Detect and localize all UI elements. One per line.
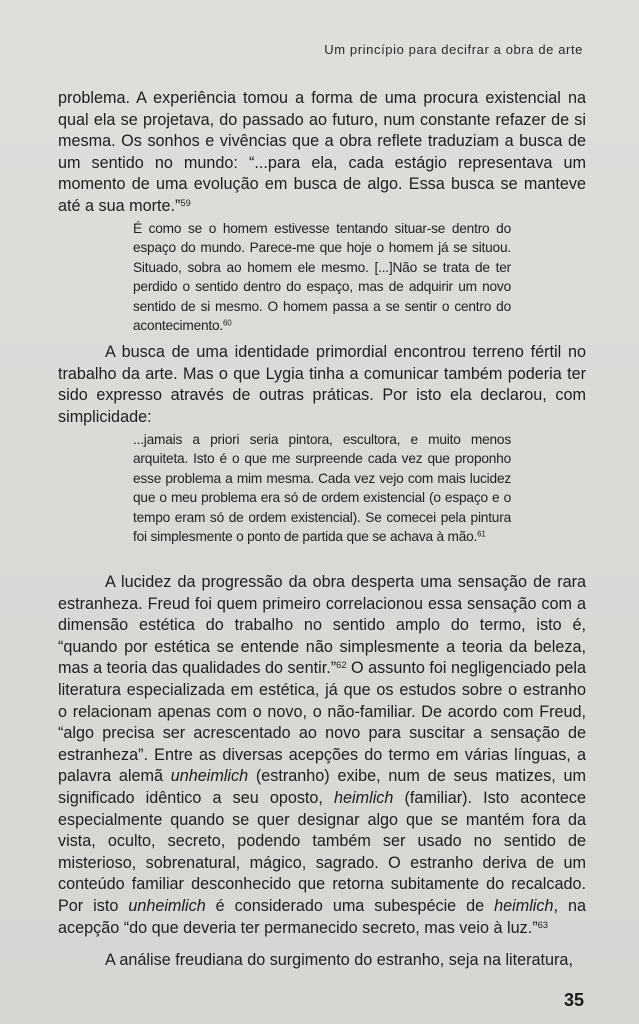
term-heimlich: heimlich <box>334 788 394 807</box>
paragraph-3-part-5: é considerado uma subespécie de <box>205 896 495 915</box>
paragraph-1-text: problema. A experiência tomou a forma de uma procura existencial na qual ela se projetava, do passado ao futuro, num constante refazer de si mesma. Os sonhos e vivências que a obra reflete traduziam a busca de um sentido no mundo: “...para ela, cada estágio representava um momento de uma evolução em busca de algo. Essa busca se manteve até a sua morte.” <box>58 89 586 215</box>
paragraph-3-part-6: , na acepção “do que deveria ter permanecido secreto, mas veio à luz.” <box>58 896 586 937</box>
block-quote-2-text: ...jamais a priori seria pintora, escultora, e muito menos arquiteta. Isto é o que me surpreende cada vez que proponho esse problema a mim mesma. Cada vez vejo com mais lucidez que o meu problema era só de ordem existencial (o espaço e o tempo eram só de ordem existencial). Se comecei pela pintura foi simplesmente o ponto de partida que se achava à mão. <box>133 432 511 545</box>
paragraph-3-part-2: O assunto foi negligenciado pela literatura especializada em estética, já que os estudos sobre o estranho o relacionam apenas com o novo, o não-familiar. De acordo com Freud, “algo precisa ser acrescentado ao novo para suscitar a sensação de estranheza”. Entre as diversas acepções do termo em várias línguas, a palavra alemã <box>58 659 586 786</box>
footnote-ref-61: 61 <box>477 529 486 539</box>
term-unheimlich-2: unheimlich <box>128 896 206 915</box>
paragraph-3 <box>58 572 586 939</box>
block-quote-2 <box>133 430 511 546</box>
footnote-ref-62: 62 <box>336 659 347 671</box>
paragraph-2 <box>58 342 586 428</box>
paragraph-4-text: A análise freudiana do surgimento do estranho, seja na literatura, <box>105 951 573 969</box>
paragraph-2-text: A busca de uma identidade primordial encontrou terreno fértil no trabalho da arte. Mas o que Lygia tinha a comunicar também poderia ter sido expresso através de outras práticas. Por isto ela declarou, com simplicidade: <box>58 343 586 426</box>
term-heimlich-2: heimlich <box>494 896 554 915</box>
footnote-ref-63: 63 <box>537 918 549 930</box>
paragraph-3-part-4: (familiar). Isto acontece especialmente quando se quer designar algo que se mantém fora da vista, oculto, secreto, podendo também ser usado no sentido de misterioso, sobrenatural, mágico, sagrado. O estranho deriva de um conteúdo familiar desconhecido que retorna subitamente do recalcado. Por isto <box>58 788 586 915</box>
running-header: Um princípio para decifrar a obra de arte <box>324 42 583 57</box>
paragraph-1 <box>58 88 586 218</box>
block-quote-1 <box>133 219 511 335</box>
block-quote-1-text: É como se o homem estivesse tentando situar-se dentro do espaço do mundo. Parece-me que hoje o homem já se situou. Situado, sobra ao homem ele mesmo. [...]Não se trata de ter perdido o sentido dentro do espaço, mas de adquirir um novo sentido de si mesmo. O homem passa a se sentir o centro do acontecimento. <box>133 221 511 334</box>
paragraph-3-part-3: (estranho) exibe, num de seus matizes, um significado idêntico a seu oposto, <box>58 767 586 807</box>
paragraph-3-part-1: A lucidez da progressão da obra desperta uma sensação de rara estranheza. Freud foi quem primeiro correlacionou essa sensação com a dimensão estética do trabalho no sentido amplo do termo, isto é, “quando por estética se entende não simplesmente a teoria da beleza, mas a teoria das qualidades do sentir.” <box>58 573 586 678</box>
paragraph-4 <box>58 950 586 972</box>
footnote-ref-60: 60 <box>223 318 232 328</box>
page-number: 35 <box>563 990 584 1010</box>
footnote-ref-59: 59 <box>180 196 191 208</box>
term-unheimlich: unheimlich <box>170 767 249 786</box>
